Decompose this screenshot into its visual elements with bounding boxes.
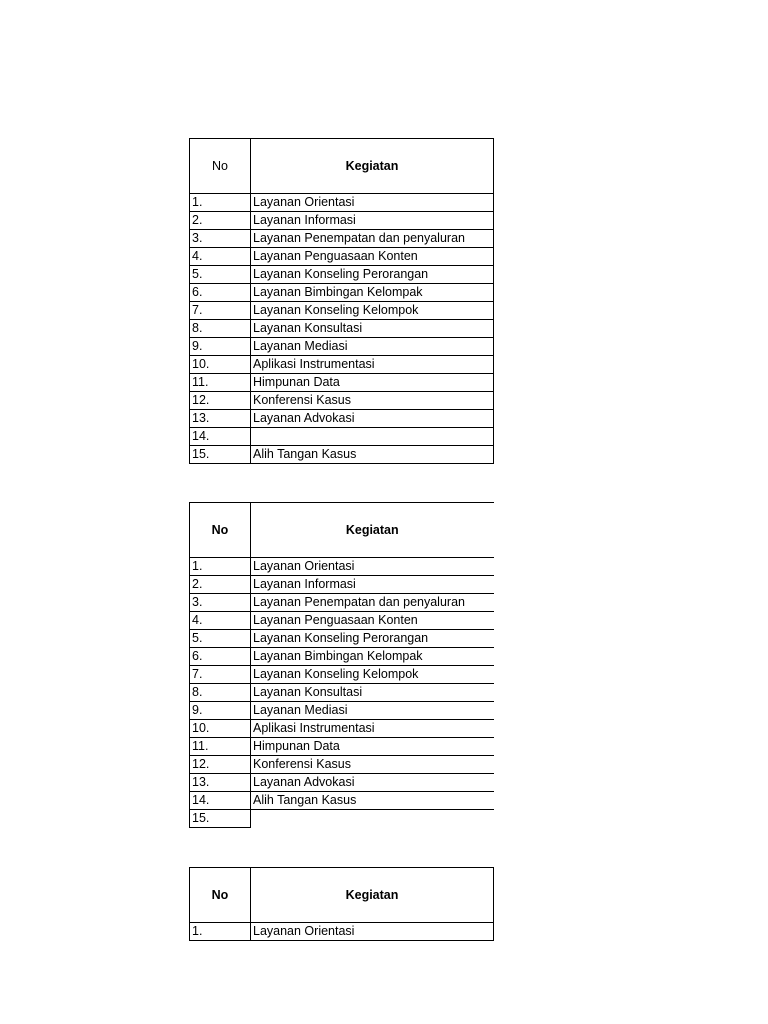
table-row [190, 230, 494, 248]
row-number: 10. [190, 356, 251, 374]
row-activity: Layanan Penguasaan Konten [251, 248, 494, 266]
row-activity: Layanan Konseling Kelompok [251, 666, 494, 684]
table-row [190, 702, 494, 720]
row-activity: Himpunan Data [251, 738, 494, 756]
row-number: 2. [190, 212, 251, 230]
row-number: 4. [190, 248, 251, 266]
row-activity: Layanan Mediasi [251, 702, 494, 720]
row-number: 11. [190, 738, 251, 756]
activity-table-3 [189, 867, 494, 941]
table-row [190, 356, 494, 374]
column-header-activity: Kegiatan [251, 503, 494, 558]
table-row [190, 302, 494, 320]
row-activity: Layanan Penempatan dan penyaluran [251, 230, 494, 248]
table-row [190, 756, 494, 774]
row-activity: Layanan Advokasi [251, 774, 494, 792]
row-activity: Layanan Orientasi [251, 194, 494, 212]
row-number: 8. [190, 684, 251, 702]
table-header-row [190, 503, 494, 558]
row-number: 1. [190, 923, 251, 941]
table-row [190, 248, 494, 266]
row-number: 7. [190, 666, 251, 684]
row-activity: Aplikasi Instrumentasi [251, 720, 494, 738]
table-row [190, 392, 494, 410]
row-activity: Layanan Mediasi [251, 338, 494, 356]
table-row [190, 446, 494, 464]
table-row [190, 594, 494, 612]
table-row [190, 338, 494, 356]
row-number: 2. [190, 576, 251, 594]
row-activity: Layanan Konseling Perorangan [251, 266, 494, 284]
table-row [190, 630, 494, 648]
activity-table-1 [189, 138, 494, 464]
row-activity: Layanan Advokasi [251, 410, 494, 428]
table-row [190, 576, 494, 594]
row-number: 4. [190, 612, 251, 630]
row-number: 8. [190, 320, 251, 338]
row-number: 15. [190, 810, 251, 828]
table-row [190, 212, 494, 230]
row-number: 11. [190, 374, 251, 392]
row-number: 3. [190, 230, 251, 248]
row-number: 10. [190, 720, 251, 738]
row-activity: Layanan Informasi [251, 212, 494, 230]
row-number: 14. [190, 792, 251, 810]
row-activity: Layanan Informasi [251, 576, 494, 594]
table-row [190, 923, 494, 941]
table-row [190, 558, 494, 576]
row-number: 15. [190, 446, 251, 464]
row-number: 12. [190, 756, 251, 774]
row-activity: Layanan Orientasi [251, 558, 494, 576]
row-activity: Layanan Konsultasi [251, 684, 494, 702]
row-number: 13. [190, 410, 251, 428]
table-row [190, 266, 494, 284]
row-activity: Layanan Konseling Perorangan [251, 630, 494, 648]
row-number: 3. [190, 594, 251, 612]
table-row [190, 774, 494, 792]
table-row [190, 410, 494, 428]
row-number: 1. [190, 194, 251, 212]
row-activity: Layanan Bimbingan Kelompak [251, 284, 494, 302]
table-row [190, 810, 494, 828]
row-activity: Layanan Penempatan dan penyaluran [251, 594, 494, 612]
column-header-no: No [190, 868, 251, 923]
row-number: 14. [190, 428, 251, 446]
row-number: 6. [190, 284, 251, 302]
activity-table-2 [189, 502, 494, 828]
row-activity: Layanan Konsultasi [251, 320, 494, 338]
row-activity: Layanan Penguasaan Konten [251, 612, 494, 630]
table-row [190, 320, 494, 338]
row-activity [251, 428, 494, 446]
table-row [190, 666, 494, 684]
row-activity: Alih Tangan Kasus [251, 792, 494, 810]
table-row [190, 374, 494, 392]
row-activity [251, 810, 494, 828]
row-number: 9. [190, 338, 251, 356]
table-header-row [190, 868, 494, 923]
row-number: 12. [190, 392, 251, 410]
row-number: 9. [190, 702, 251, 720]
row-number: 5. [190, 266, 251, 284]
table-row [190, 720, 494, 738]
column-header-activity: Kegiatan [251, 139, 494, 194]
row-activity: Alih Tangan Kasus [251, 446, 494, 464]
row-activity: Himpunan Data [251, 374, 494, 392]
table-row [190, 194, 494, 212]
row-activity: Konferensi Kasus [251, 392, 494, 410]
column-header-no: No [190, 503, 251, 558]
table-row [190, 792, 494, 810]
row-activity: Layanan Orientasi [251, 923, 494, 941]
row-number: 7. [190, 302, 251, 320]
table-header-row [190, 139, 494, 194]
table-row [190, 612, 494, 630]
row-activity: Aplikasi Instrumentasi [251, 356, 494, 374]
row-activity: Layanan Konseling Kelompok [251, 302, 494, 320]
table-row [190, 428, 494, 446]
row-number: 5. [190, 630, 251, 648]
row-activity: Layanan Bimbingan Kelompak [251, 648, 494, 666]
table-row [190, 648, 494, 666]
table-row [190, 684, 494, 702]
column-header-activity: Kegiatan [251, 868, 494, 923]
row-activity: Konferensi Kasus [251, 756, 494, 774]
table-row [190, 738, 494, 756]
table-row [190, 284, 494, 302]
column-header-no: No [190, 139, 251, 194]
row-number: 6. [190, 648, 251, 666]
row-number: 1. [190, 558, 251, 576]
row-number: 13. [190, 774, 251, 792]
